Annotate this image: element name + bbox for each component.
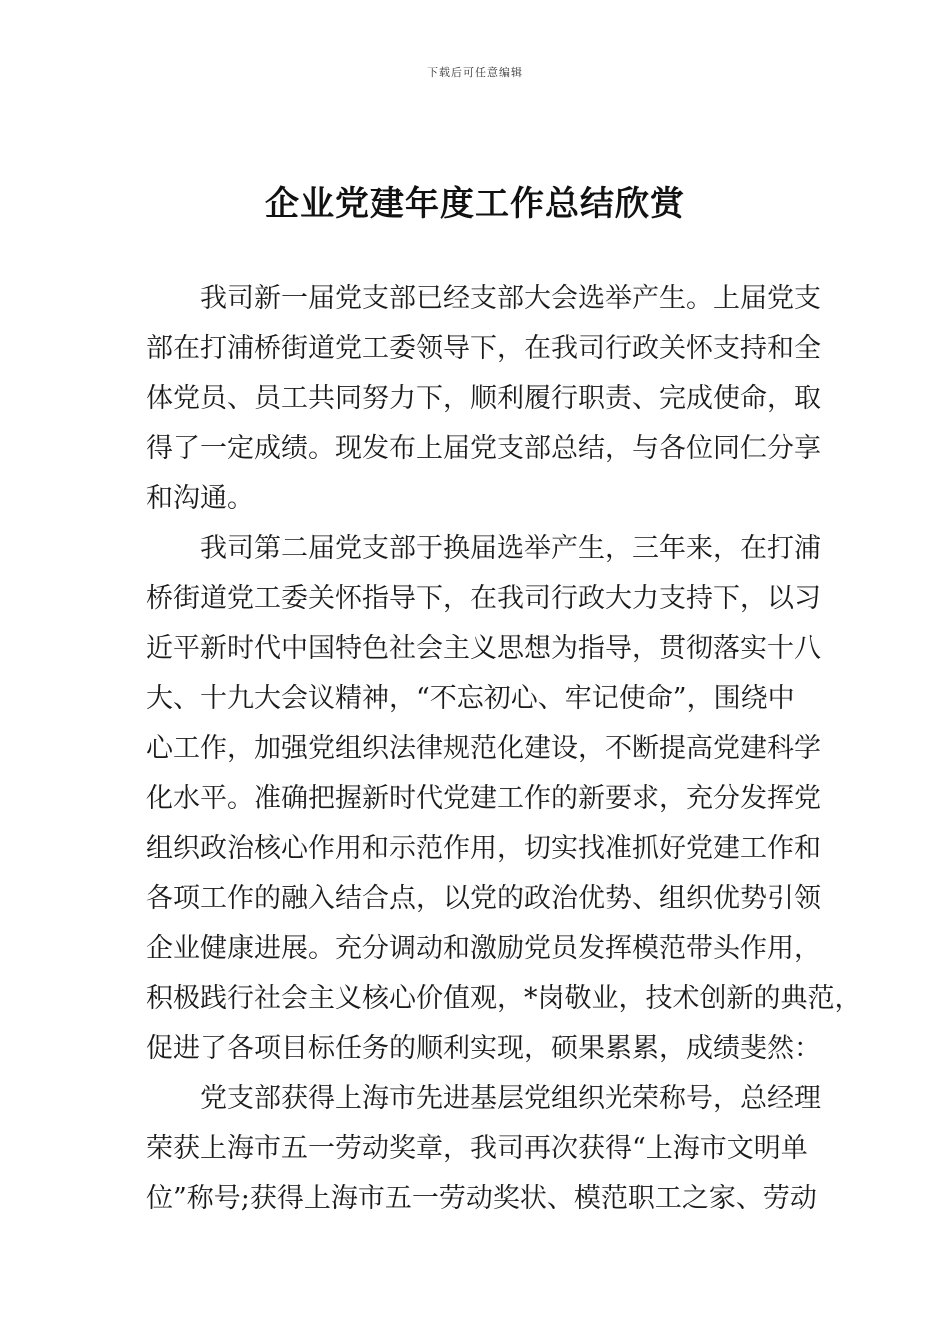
paragraph-2-line-6: 化水平。准确把握新时代党建工作的新要求，充分发挥党 [146,783,821,814]
document-title: 企业党建年度工作总结欣赏 [265,184,685,224]
paragraph-2-line-10: 积极践行社会主义核心价值观，*岗敬业，技术创新的典范， [146,983,862,1014]
paragraph-1-line-1: 我司新一届党支部已经支部大会选举产生。上届党支 [200,283,821,314]
paragraph-2-line-7: 组织政治核心作用和示范作用，切实找准抓好党建工作和 [146,833,821,864]
paragraph-3-line-2: 荣获上海市五一劳动奖章，我司再次获得“上海市文明单 [146,1133,808,1164]
paragraph-2-line-4: 大、十九大会议精神，“不忘初心、牢记使命”，围绕中 [146,683,795,714]
document-body [146,281,862,1231]
paragraph-2-line-1: 我司第二届党支部于换届选举产生，三年来，在打浦 [200,533,821,564]
paragraph-2-line-2: 桥街道党工委关怀指导下，在我司行政大力支持下，以习 [146,583,821,614]
paragraph-2-line-5: 心工作，加强党组织法律规范化建设，不断提高党建科学 [146,733,821,764]
paragraph-2-line-9: 企业健康进展。充分调动和激励党员发挥模范带头作用， [146,933,821,964]
paragraph-2-line-3: 近平新时代中国特色社会主义思想为指导，贯彻落实十八 [146,633,821,664]
paragraph-3-line-1: 党支部获得上海市先进基层党组织光荣称号，总经理 [200,1083,821,1114]
paragraph-1-line-2: 部在打浦桥街道党工委领导下，在我司行政关怀支持和全 [146,333,821,364]
paragraph-2-line-8: 各项工作的融入结合点，以党的政治优势、组织优势引领 [146,883,821,914]
header-note: 下载后可任意编辑 [427,66,523,79]
paragraph-2-line-11: 促进了各项目标任务的顺利实现，硕果累累，成绩斐然： [146,1033,821,1064]
paragraph-1-line-5: 和沟通。 [146,483,254,514]
paragraph-1-line-4: 得了一定成绩。现发布上届党支部总结，与各位同仁分享 [146,433,821,464]
paragraph-3-line-3: 位”称号;获得上海市五一劳动奖状、模范职工之家、劳动 [146,1183,817,1214]
paragraph-1-line-3: 体党员、员工共同努力下，顺利履行职责、完成使命，取 [146,383,821,414]
